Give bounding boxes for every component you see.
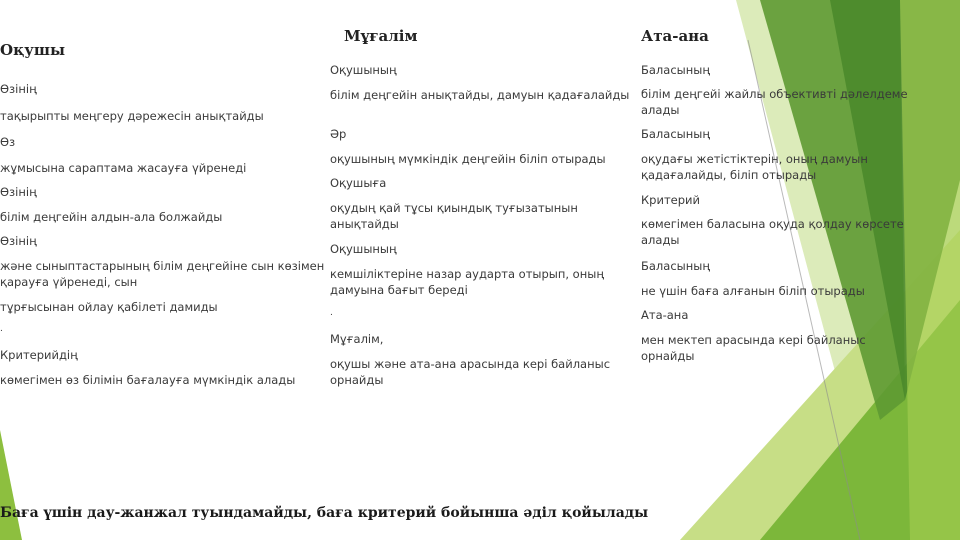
teacher-line: Оқушының bbox=[330, 63, 397, 77]
parent-line: Баласының bbox=[641, 63, 710, 77]
teacher-line: Әр bbox=[330, 127, 347, 141]
teacher-line: білім деңгейін анықтайды, дамуын қадағалайды bbox=[330, 88, 630, 102]
parent-line: Баласының bbox=[641, 259, 710, 273]
parent-line: Баласының bbox=[641, 127, 710, 141]
teacher-line: Оқушының bbox=[330, 242, 397, 256]
student-line: және сыныптастарының білім деңгейіне сын көзімен қарауға үйренеді, сын bbox=[0, 259, 325, 289]
teacher-line: Оқушыға bbox=[330, 176, 387, 190]
teacher-line: оқушының мүмкіндік деңгейін біліп отырады bbox=[330, 152, 606, 166]
student-line: тақырыпты меңгеру дәрежесін анықтайды bbox=[0, 109, 264, 123]
teacher-line: оқушы және ата-ана арасында кері байланыс орнайды bbox=[330, 357, 611, 387]
student-line: Өзінің bbox=[0, 234, 37, 248]
teacher-line: оқудың қай тұсы қиындық туғызатынын анықтайды bbox=[330, 201, 578, 231]
teacher-line: . bbox=[330, 308, 333, 318]
student-line: көмегімен өз білімін бағалауға мүмкіндік алады bbox=[0, 373, 296, 387]
student-line: Өз bbox=[0, 135, 16, 149]
parent-line: көмегімен баласына оқуда қолдау көрсете алады bbox=[641, 217, 904, 247]
teacher-line: кемшіліктеріне назар аударта отырып, оның дамуына бағыт береді bbox=[330, 267, 604, 297]
student-column-title: Оқушы bbox=[0, 41, 65, 59]
student-line: Критерийдің bbox=[0, 348, 78, 362]
parent-line: Критерий bbox=[641, 193, 700, 207]
teacher-column-title: Мұғалім bbox=[344, 27, 418, 45]
student-line: тұрғысынан ойлау қабілеті дамиды bbox=[0, 300, 218, 314]
teacher-line: Мұғалім, bbox=[330, 332, 384, 346]
student-line: Өзінің bbox=[0, 185, 37, 199]
student-line: жұмысына сараптама жасауға үйренеді bbox=[0, 161, 247, 175]
parent-column-title: Ата-ана bbox=[641, 27, 709, 45]
left-green-sliver bbox=[0, 430, 22, 540]
student-line: Өзінің bbox=[0, 82, 37, 96]
parent-line: не үшін баға алғанын біліп отырады bbox=[641, 284, 865, 298]
parent-line: мен мектеп арасында кері байланыс орнайды bbox=[641, 333, 866, 363]
parent-line: білім деңгейі жайлы объективті дәлелдеме алады bbox=[641, 87, 908, 117]
parent-line: Ата-ана bbox=[641, 308, 689, 322]
student-line: . bbox=[0, 324, 3, 334]
footer-statement: Баға үшін дау-жанжал туындамайды, баға критерий бойынша әділ қойылады bbox=[0, 505, 649, 521]
student-line: білім деңгейін алдын-ала болжайды bbox=[0, 210, 223, 224]
parent-line: оқудағы жетістіктерін, оның дамуын қадағалайды, біліп отырады bbox=[641, 152, 868, 182]
